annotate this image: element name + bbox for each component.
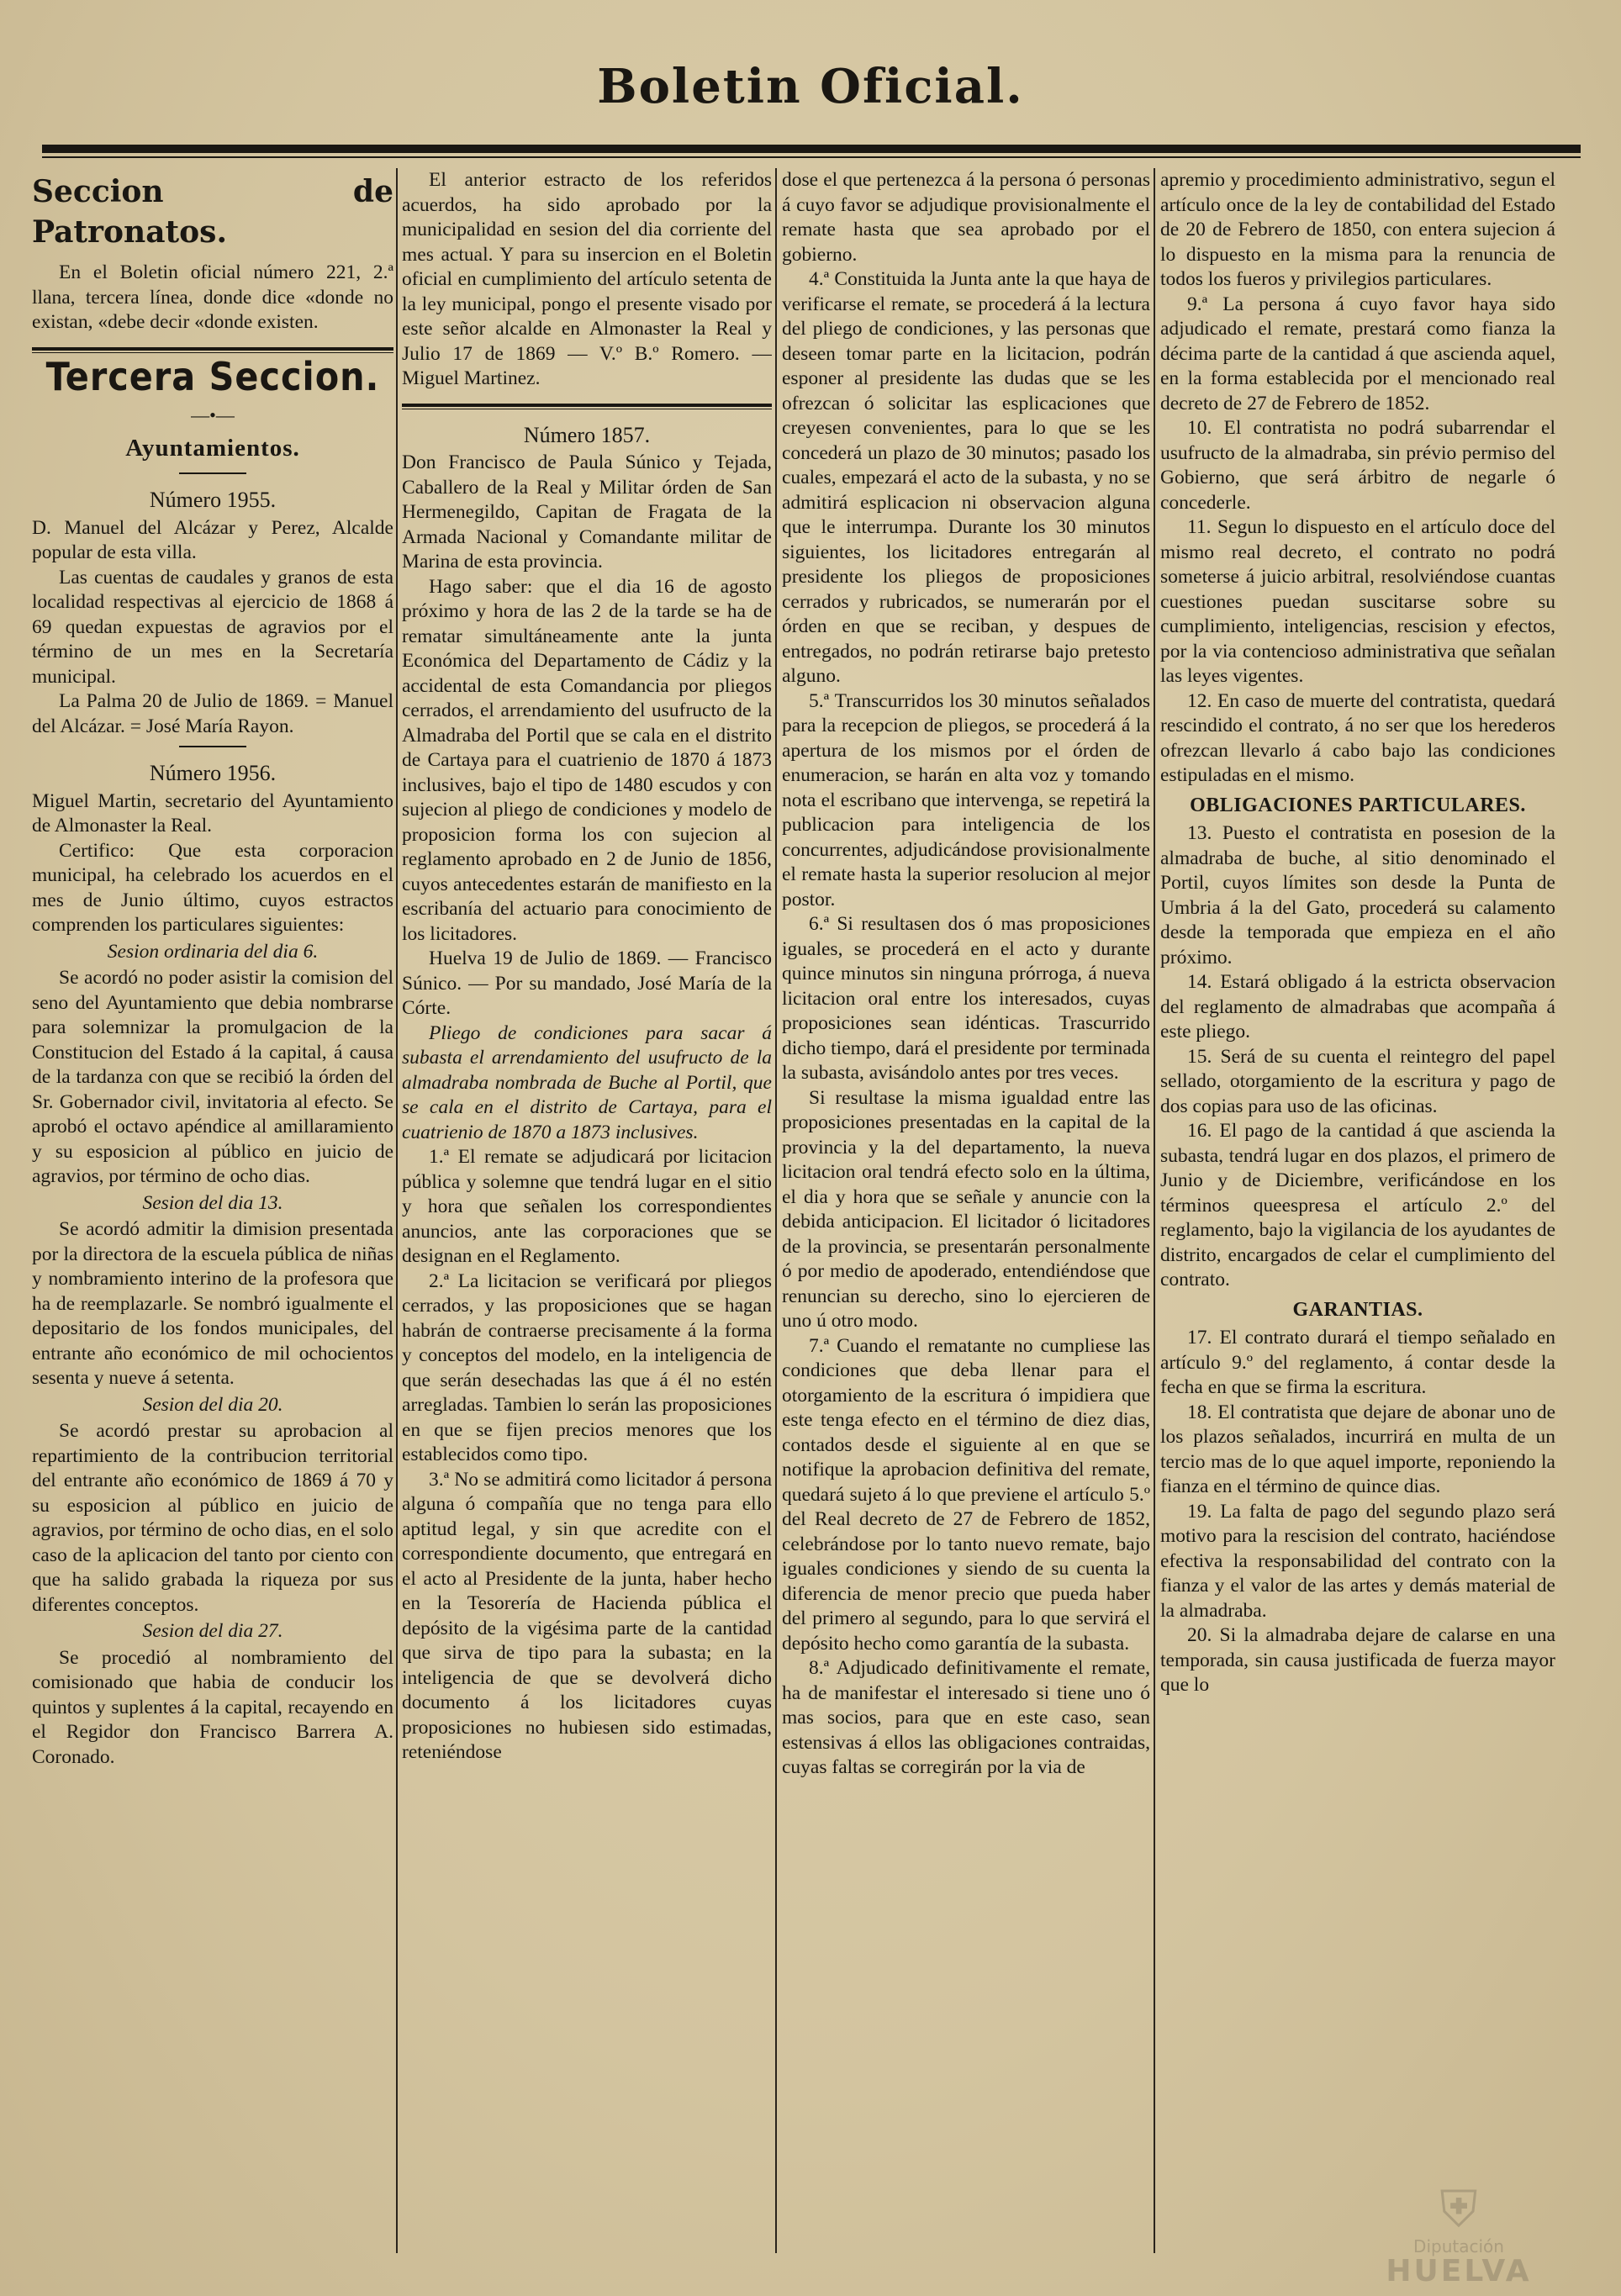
watermark-line2: HUELVA <box>1386 2254 1532 2288</box>
paragraph: 1.ª El remate se adjudicará por licitacion pública y solemne que tendrá lugar en el sitio y hora que señalen los correspondientes anuncios, ante las corporaciones que se designan en el Reglamento. <box>402 1146 772 1267</box>
column-4 <box>1160 168 1555 2256</box>
column-2 <box>402 168 772 2253</box>
paragraph: Si resultase la misma igualdad entre las proposiciones presentadas en la capital de la provincia y la del departamento, la nueva licitacion oral tendrá efecto solo en la última, el dia y hora que se señale y anuncie con la debida anticipacion. El licitador ó licitadores de la provincia, se presentarán personalmente ó por medio de apoderado, entendiéndose que renuncian su derecho, sino lo ejercieren de uno ú otro modo. <box>782 1086 1150 1332</box>
paragraph: Miguel Martin, secretario del Ayuntamiento de Almonaster la Real. <box>32 789 393 837</box>
column-divider <box>1154 168 1155 2253</box>
paragraph-italic: Pliego de condiciones para sacar á subasta el arrendamiento del usufructo de la almadraba nombrada de Buche al Portil, que se cala en el distrito de Cartaya, para el cuatrienio de 1870 a 1873 inclusives. <box>402 1021 772 1143</box>
paragraph: La Palma 20 de Julio de 1869. = Manuel del Alcázar. = José María Rayon. <box>32 690 393 737</box>
section-rule <box>402 404 772 409</box>
paragraph: 7.ª Cuando el rematante no cumpliese las condiciones que deba llenar para el otorgamiento de la escritura ó impidiera que este tenga efecto en el término de diez dias, contados desde el siguiente al en que se notifique la aprobacion definitiva del remate, quedará sujeto á lo que previene el artículo 5.º del Real decreto de 27 de Febrero de 1852, celebrándose por lo tanto nuevo remate, bajo iguales condiciones y siendo de su cuenta la diferencia de menor precio que pueda haber del primero al segundo, para lo que servirá el depósito hecho como garantía de la subasta. <box>782 1334 1150 1655</box>
section-title-patronatos: Seccion de Patronatos. <box>32 174 393 250</box>
paragraph: Se acordó prestar su aprobacion al repartimiento de la contribucion territorial del entrante año económico de 1869 á 70 y su esposicion al público en juicio de agravios, por término de ocho dias, en el solo caso de la aplicacion del tanto por ciento con que ha salido grabada la riqueza por sus diferentes conceptos. <box>32 1420 393 1616</box>
paragraph: 18. El contratista que dejare de abonar uno de los plazos señalados, incurrirá en multa de un tercio mas de lo que aquel importe, reponiendo la fianza en el término de quince dias. <box>1160 1401 1555 1497</box>
paragraph: 8.ª Adjudicado definitivamente el remate, ha de manifestar el interesado si tiene uno ó mas socios, para que en este caso, sean estensivas á ellos las obligaciones contraidas, cuyas faltas se corregirán por la via de <box>782 1657 1150 1778</box>
crest-icon: ⛨ <box>1439 2180 1478 2239</box>
paragraph: 2.ª La licitacion se verificará por pliegos cerrados, y las proposiciones que se hagan habrán de contraerse precisamente á la forma y conceptos del modelo, en la inteligencia de que serán desechadas las que á él no estén arregladas. Tambien lo serán las proposiciones en que se fijen precios menores que los establecidos como tipo. <box>402 1269 772 1465</box>
paragraph: Hago saber: que el dia 16 de agosto próximo y hora de las 2 de la tarde se ha de rematar simultáneamente ante la junta Económica del Departamento de Cádiz y la accidental de esta Comandancia por pliegos cerrados, el arrendamiento del usufructo de la Almadraba del Portil que se cala en el distrito de Cartaya para el cuatrienio de 1870 á 1873 inclusives, bajo el tipo de 1480 escudos y con sujecion al pliego de condiciones y modelo de proposicion forma los con sujecion al reglamento aprobado en 2 de Junio de 1856, cuyos antecedentes estarán de manifiesto en la escribanía del actuario para conocimiento de los licitadores. <box>402 575 772 945</box>
paragraph: 3.ª No se admitirá como licitador á persona alguna ó compañía que no tenga para ello aptitud legal, y sin que acredite con el correspondiente documento, que entregará en el acto al Presidente de la junta, haber hecho en la Tesorería de Hacienda pública el depósito de la vigésima parte de la cantidad que sirva de tipo para la subasta; en la inteligencia de que se devolverá dicho documento á los licitadores cuyas proposiciones no hubiesen sido estimadas, reteniéndose <box>402 1468 772 1763</box>
paragraph: 9.ª La persona á cuyo favor haya sido adjudicado el remate, prestará como fianza la décima parte de la cantidad á que ascienda aquel, en la forma establecida por el mencionado real decreto de 27 de Febrero de 1852. <box>1160 293 1555 414</box>
session-heading: Sesion del dia 13. <box>142 1191 283 1214</box>
short-rule <box>179 472 246 474</box>
paragraph: 10. El contratista no podrá subarrendar el usufructo de la almadraba, sin prévio permiso del Gobierno, que será árbitro de negarle ó concederle. <box>1160 417 1555 514</box>
notice-number: Número 1955. <box>149 488 277 512</box>
masthead-rule-thick <box>42 145 1581 153</box>
ornament-divider: —•— <box>191 404 235 425</box>
section-title-tercera: Tercera Seccion. <box>45 353 380 399</box>
paragraph: 19. La falta de pago del segundo plazo será motivo para la rescision del contrato, haciéndose efectiva la responsabilidad del contrato con la fianza y el valor de las artes y demás material de la almadraba. <box>1160 1500 1555 1622</box>
paragraph: Las cuentas de caudales y granos de esta localidad respectivas al ejercicio de 1868 á 69 quedan expuestas de agravios por el término de un mes en la Secretaría municipal. <box>32 566 393 688</box>
paragraph: D. Manuel del Alcázar y Perez, Alcalde popular de esta villa. <box>32 516 393 563</box>
paragraph: 11. Segun lo dispuesto en el artículo doce del mismo real decreto, el contrato no podrá someterse á juicio arbitral, resolviéndose cuantas cuestiones puedan suscitarse sobre su cumplimiento, inteligencias, rescision y efectos, por la via contencioso administrativa que señalan las leyes vigentes. <box>1160 516 1555 687</box>
notice-number: Número 1956. <box>149 761 277 785</box>
paragraph: Don Francisco de Paula Súnico y Tejada, Caballero de la Real y Militar órden de San Hermenegildo, Capitan de Fragata de la Armada Nacional y Comandante militar de Marina de esta provincia. <box>402 451 772 573</box>
session-heading: Sesion ordinaria del dia 6. <box>107 940 319 963</box>
column-divider <box>396 168 398 2253</box>
column-divider <box>775 168 777 2253</box>
session-heading: Sesion del dia 27. <box>142 1620 283 1642</box>
paragraph: 5.ª Transcurridos los 30 minutos señalados para la recepcion de pliegos, se procederá á la apertura de los mismos por el órden de enumeracion, se harán en alta voz y tomando nota el escribano que intervenga, se repetirá la publicacion para inteligencia de los concurrentes, adjudicándose provisionalmente el remate hasta la superior resolucion al mejor postor. <box>782 689 1150 910</box>
paragraph: 17. El contrato durará el tiempo señalado en artículo 9.º del reglamento, á contar desde la fecha en que se firma la escritura. <box>1160 1327 1555 1398</box>
column-3 <box>782 168 1150 2253</box>
paragraph: Certifico: Que esta corporacion municipal, ha celebrado los acuerdos en el mes de Junio último, cuyos estractos comprenden los particulares siguientes: <box>32 839 393 936</box>
paragraph: Huelva 19 de Julio de 1869. — Francisco Súnico. — Por su mandado, José María de la Córte. <box>402 947 772 1019</box>
paragraph: En el Boletin oficial número 221, 2.ª llana, tercera línea, donde dice «donde no existan, «debe decir «donde existen. <box>32 261 393 333</box>
masthead-title: Boletin Oficial. <box>597 59 1024 114</box>
session-heading: Sesion del dia 20. <box>142 1393 283 1416</box>
watermark-line1: Diputación <box>1413 2236 1504 2256</box>
paragraph: 12. En caso de muerte del contratista, quedará rescindido el contrato, á no ser que los herederos ofrezcan llevarlo á cabo bajo las condiciones estipuladas en el mismo. <box>1160 689 1555 786</box>
paragraph: apremio y procedimiento administrativo, segun el artículo once de la ley de contabilidad del Estado de 20 de Febrero de 1850, con entera sujecion á lo dispuesto en la misma para la renuncia de todos los fueros y privilegios particulares. <box>1160 169 1555 290</box>
paragraph: Se acordó admitir la dimision presentada por la directora de la escuela pública de niñas y nombramiento interino de la profesora que ha de reemplazarle. Se nombró igualmente el depositario de los fondos municipales, del entrante año económico de mil ochocientos sesenta y nueve á setenta. <box>32 1218 393 1389</box>
paragraph: 13. Puesto el contratista en posesion de la almadraba de buche, al sitio denominado el Portil, cuyos límites son desde la Punta de Umbria á la del Gato, procederá su calamento desde la temporada que empieza en el año próximo. <box>1160 822 1555 969</box>
short-rule <box>179 746 246 747</box>
subheading-garantias: GARANTIAS. <box>1292 1298 1423 1321</box>
paragraph: Se acordó no poder asistir la comision del seno del Ayuntamiento que debia nombrarse para solemnizar la promulgacion de la Constitucion del Estado á la capital, á causa de la tardanza con que se recibió la órden del Sr. Gobernador civil, invitatoria al efecto. Se aprobó el octavo apéndice al amillaramiento y su esposicion al público en juicio de agravios, por término de ocho dias. <box>32 967 393 1187</box>
archive-watermark <box>1362 2180 1555 2288</box>
notice-number: Número 1857. <box>523 422 651 447</box>
paragraph: 20. Si la almadraba dejare de calarse en una temporada, sin causa justificada de fuerza mayor que lo <box>1160 1624 1555 1696</box>
section-rule <box>32 347 393 353</box>
paragraph: 14. Estará obligado á la estricta observacion del reglamento de almadrabas que acompaña á este pliego. <box>1160 971 1555 1042</box>
column-1 <box>32 168 393 2253</box>
paragraph: 4.ª Constituida la Junta ante la que haya de verificarse el remate, se procederá á la lectura del pliego de condiciones, y las personas que deseen tomar parte en la licitacion, podrán esponer al presidente las dudas que se les ofrezcan ó solicitar las esplicaciones que creyesen convenientes, para lo que se les concederá un plazo de 30 minutos; pasado los cuales, empezará el acto de la subasta, y no se admitirá esplicacion ni observacion alguna que le interrumpa. Durante los 30 minutos siguientes, los licitadores entregarán al presidente los pliegos de proposiciones cerrados y rubricados, se numerarán por el órden en que se reciban, y despues de entregados, no podrán retirarse bajo pretesto alguno. <box>782 268 1150 687</box>
paragraph: Se procedió al nombramiento del comisionado que habia de conducir los quintos y suplentes á la capital, recayendo en el Regidor don Francisco Barrera A. Coronado. <box>32 1646 393 1768</box>
paragraph: dose el que pertenezca á la persona ó personas á cuyo favor se adjudique provisionalmente el remate hasta que sea aprobado por el gobierno. <box>782 169 1150 266</box>
paragraph: 16. El pago de la cantidad á que ascienda la subasta, tendrá lugar en dos plazos, el primero de Junio y de Diciembre, verificándose en los términos queespresa el artículo 2.º del reglamento, bajo la vigilancia de los ayudantes de distrito, encargados de celar el cumplimiento del contrato. <box>1160 1120 1555 1291</box>
paragraph: 15. Será de su cuenta el reintegro del papel sellado, otorgamiento de la escritura y pago de dos copias para uso de las oficinas. <box>1160 1045 1555 1117</box>
paragraph: 6.ª Si resultasen dos ó mas proposiciones iguales, se procederá en el acto y durante quince minutos sin ninguna prórroga, á nueva licitacion oral entre los interesados, cuyas proposiciones sean idénticas. Trascurrido dicho tiempo, dará el presidente por terminada la subasta, avisándolo antes por tres veces. <box>782 913 1150 1084</box>
paragraph: El anterior estracto de los referidos acuerdos, ha sido aprobado por la municipalidad en sesion del dia corriente del mes actual. Y para su insercion en el Boletin oficial en cumplimiento del artículo setenta de la ley municipal, pongo el presente visado por este señor alcalde en Almonaster la Real y Julio 17 de 1869 — V.º B.º Romero. — Miguel Martinez. <box>402 169 772 389</box>
subheading-obligaciones: OBLIGACIONES PARTICULARES. <box>1190 794 1526 816</box>
masthead-rule-thin <box>42 156 1581 158</box>
subhead-ayuntamientos: Ayuntamientos. <box>125 434 300 462</box>
